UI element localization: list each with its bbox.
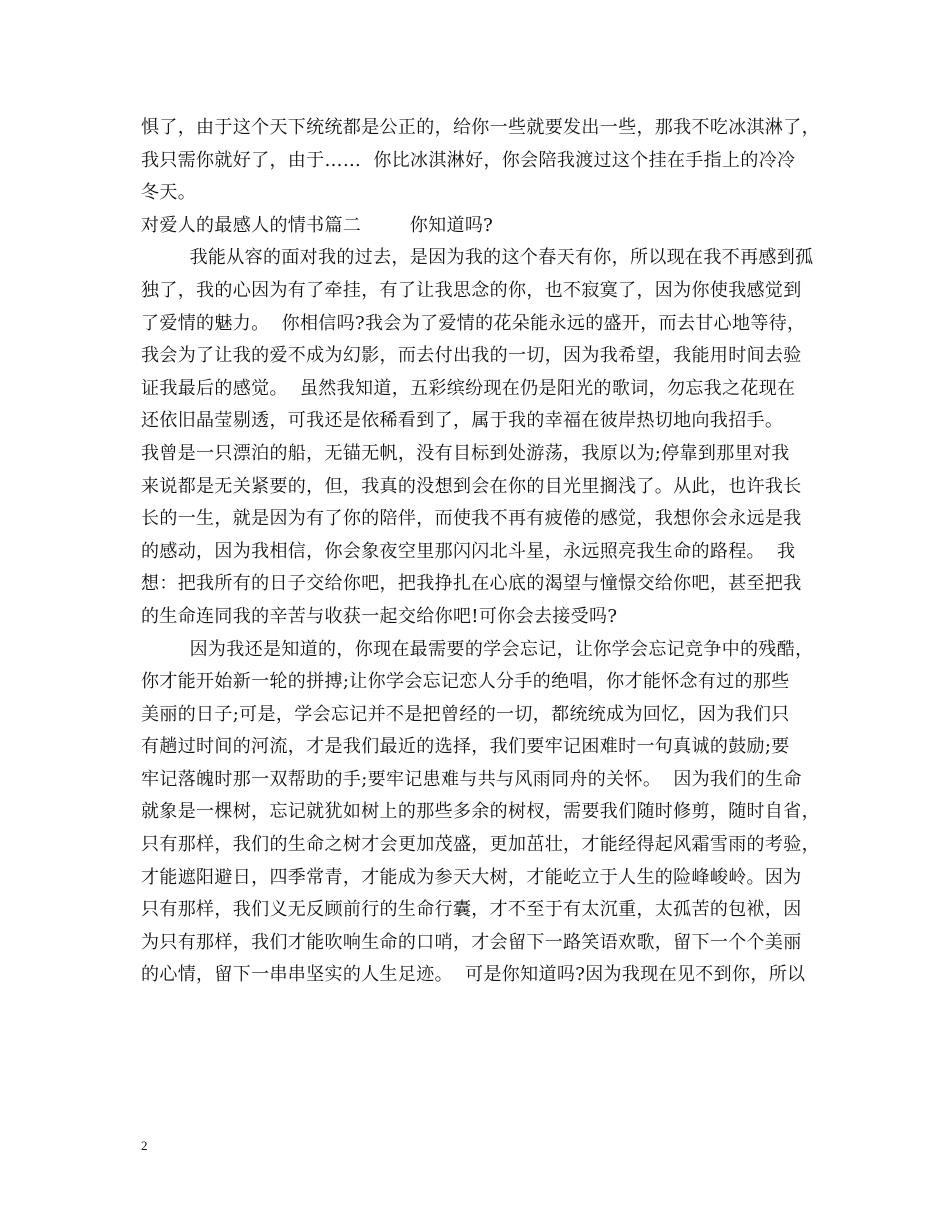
text-line: 我会为了让我的爱不成为幻影，而去付出我的一切，因为我希望，我能用时间去验 [141, 345, 802, 367]
text-line: 为只有那样，我们才能吹响生命的口哨，才会留下一路笑语欢歌，留下一个个美丽 [141, 931, 802, 953]
text-line: 只有那样，我们义无反顾前行的生命行囊，才不至于有太沉重，太孤苦的包袱，因 [141, 899, 802, 921]
text-line: 证我最后的感觉。 虽然我知道，五彩缤纷现在仍是阳光的歌词，勿忘我之花现在 [141, 377, 796, 399]
text-line: 牢记落魄时那一双帮助的手;要牢记患难与共与风雨同舟的关怀。 因为我们的生命 [141, 768, 802, 790]
text-line: 才能遮阳避日，四季常青，才能成为参天大树，才能屹立于人生的险峰峻岭。因为 [141, 866, 802, 888]
text-line: 我只需你就好了，由于…… 你比冰淇淋好，你会陪我渡过这个挂在手指上的冷冷 [141, 149, 796, 171]
text-line: 我曾是一只漂泊的船，无锚无帆，没有目标到处游荡，我原以为;停靠到那里对我 [141, 442, 790, 464]
text-line: 还依旧晶莹剔透，可我还是依稀看到了，属于我的幸福在彼岸热切地向我招手。 [141, 410, 784, 432]
text-line: 的生命连同我的辛苦与收获一起交给你吧!可你会去接受吗? [141, 605, 618, 627]
text-line: 美丽的日子;可是，学会忘记并不是把曾经的一切，都统统成为回忆，因为我们只 [141, 703, 790, 725]
body-text [141, 112, 820, 992]
text-line: 独了，我的心因为有了牵挂，有了让我思念的你，也不寂寞了，因为你使我感觉到 [141, 279, 802, 301]
text-line: 来说都是无关紧要的，但，我真的没想到会在你的目光里搁浅了。从此，也许我长 [141, 475, 802, 497]
text-line: 惧了，由于这个天下统统都是公正的，给你一些就要发出一些，那我不吃冰淇淋了， [141, 117, 820, 138]
text-line: 我能从容的面对我的过去，是因为我的这个春天有你，所以现在我不再感到孤 [141, 247, 814, 269]
text-line: 长的一生，就是因为有了你的陪伴，而使我不再有疲倦的感觉，我想你会永远是我 [141, 508, 802, 530]
text-line: 的心情，留下一串串坚实的人生足迹。 可是你知道吗?因为我现在见不到你，所以 [141, 964, 806, 986]
text-line: 因为我还是知道的，你现在最需要的学会忘记，让你学会忘记竞争中的残酷， [141, 638, 814, 660]
page-number: 2 [141, 1138, 148, 1153]
text-line: 的感动，因为我相信，你会象夜空里那闪闪北斗星，永远照亮我生命的路程。 我 [141, 540, 796, 562]
text-line: 你才能开始新一轮的拼搏;让你学会忘记恋人分手的绝唱，你才能怀念有过的那些 [141, 671, 790, 693]
text-line: 就象是一棵树，忘记就犹如树上的那些多余的树杈，需要我们随时修剪，随时自省， [141, 801, 820, 823]
section-heading: 对爱人的最感人的情书篇二 你知道吗? [141, 214, 494, 236]
text-line: 想：把我所有的日子交给你吧，把我挣扎在心底的渴望与憧憬交给你吧，甚至把我 [141, 573, 802, 595]
text-line: 有趟过时间的河流，才是我们最近的选择，我们要牢记困难时一句真诚的鼓励;要 [141, 736, 790, 758]
text-line: 冬天。 [141, 182, 197, 204]
text-line: 只有那样，我们的生命之树才会更加茂盛，更加茁壮，才能经得起风霜雪雨的考验， [141, 834, 820, 856]
text-line: 了爱情的魅力。 你相信吗?我会为了爱情的花朵能永远的盛开，而去甘心地等待， [141, 312, 806, 334]
